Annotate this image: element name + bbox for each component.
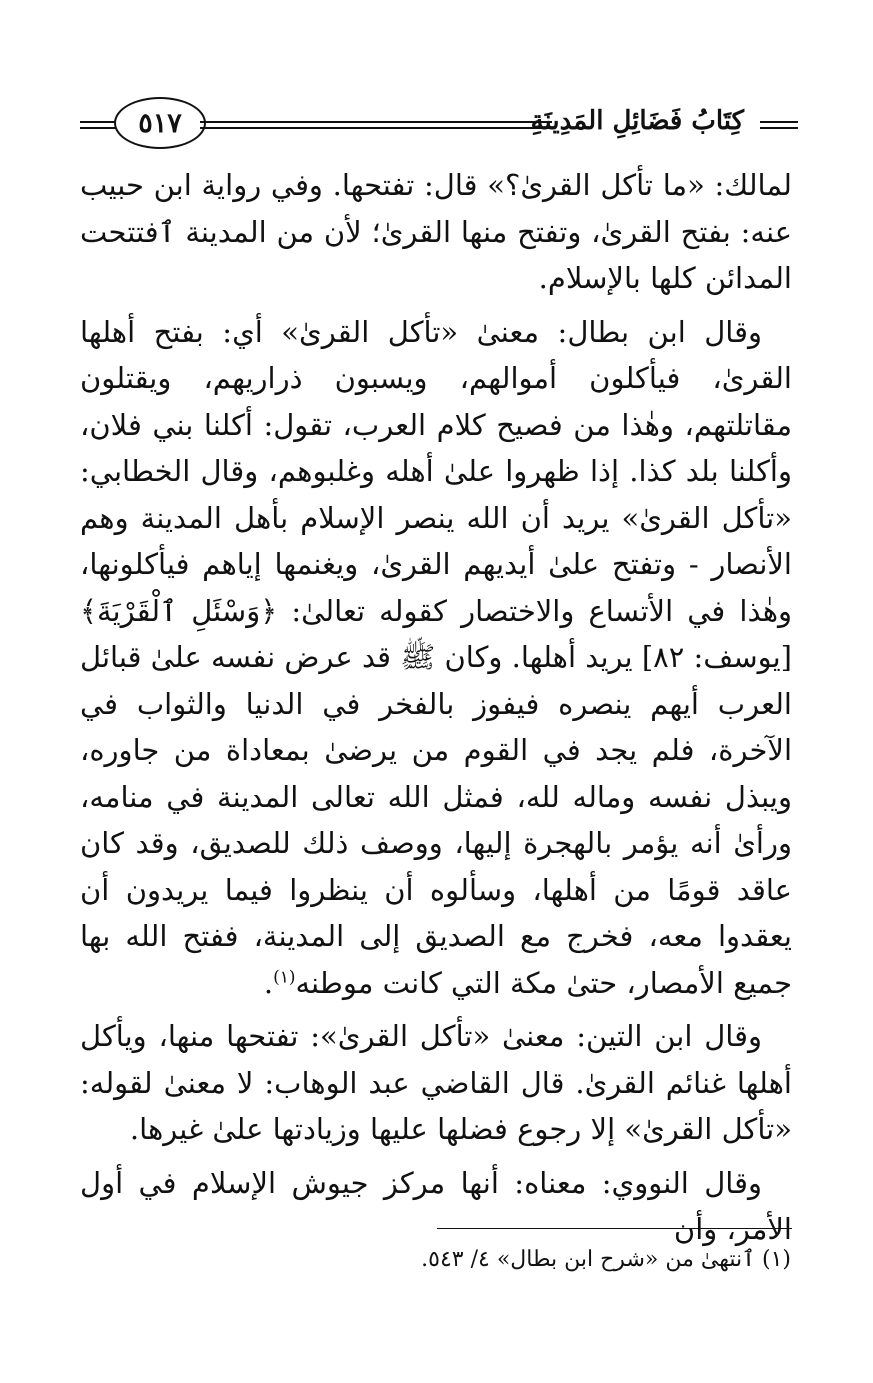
header-rule-right-bottom <box>760 127 798 129</box>
header-rule-right-top <box>760 121 798 123</box>
running-title: كِتَابُ فَضَائِلِ المَدِينَةِ <box>530 106 744 136</box>
header-rule-left-bottom <box>80 127 118 129</box>
footnote-separator <box>437 1228 792 1229</box>
paragraph <box>80 309 792 1007</box>
header-rule-middle-bottom <box>200 127 552 129</box>
header-rule-middle-top <box>200 121 552 123</box>
main-text <box>79 162 792 1246</box>
footnote-reference: (١) <box>273 966 296 987</box>
page-header <box>76 95 798 155</box>
paragraph: لمالك: «ما تأكل القرىٰ؟» قال: تفتحها. وفي رواية ابن حبيب عنه: بفتح القرىٰ، وتفتح منها القرىٰ؛ لأن من المدينة ٱفتتحت المدائن كلها بالإسلام. <box>80 168 792 295</box>
footnote: (١) ٱنتهىٰ من «شرح ابن بطال» ٤/ ٥٤٣. <box>421 1247 791 1272</box>
paragraph: وقال النووي: معناه: أنها مركز جيوش الإسلام في أول الأمر، وأن <box>80 1165 792 1246</box>
punctuation: . <box>263 965 274 1000</box>
paragraph-text: وقال ابن بطال: معنىٰ «تأكل القرىٰ» أي: بفتح أهلها القرىٰ، فيأكلون أموالهم، ويسبون ذراريهم، ويقتلون مقاتلتهم، وهٰذا من فصيح كلام العرب، تقول: أكلنا بني فلان، وأكلنا بلد كذا. إذا ظهروا علىٰ أهله وغلبوهم، وقال الخطابي: «تأكل القرىٰ» يريد أن الله ينصر الإسلام بأهل المدينة وهم الأنصار - وتفتح علىٰ أيديهم القرىٰ، ويغنمها إياهم فيأكلونها، وهٰذا في الأتساع والاختصار كقوله تعالىٰ: ﴿وَسْئَلِ ٱلْقَرْيَةَ﴾ [يوسف: ٨٢] يريد أهلها. وكان ﷺ قد عرض نفسه علىٰ قبائل العرب أيهم ينصره فيفوز بالفخر في الدنيا والثواب في الآخرة، فلم يجد في القوم من يرضىٰ بمعاداة من جاوره، ويبذل نفسه وماله لله، فمثل الله تعالى المدينة في منامه، ورأىٰ أنه يؤمر بالهجرة إليها، ووصف ذلك للصديق، وقد كان عاقد قومًا من أهلها، وسألوه أن ينظروا فيما يريدون أن يعقدوا معه، فخرج مع الصديق إلى المدينة، ففتح الله بها جميع الأمصار، حتىٰ مكة التي كانت موطنه <box>79 314 792 1000</box>
header-rule-left-top <box>80 121 118 123</box>
paragraph: وقال ابن التين: معنىٰ «تأكل القرىٰ»: تفتحها منها، ويأكل أهلها غنائم القرىٰ. قال القاضي عبد الوهاب: لا معنىٰ لقوله: «تأكل القرىٰ» إلا رجوع فضلها عليها وزيادتها علىٰ غيرها. <box>80 1019 792 1146</box>
page-number: ٥١٧ <box>114 97 206 149</box>
